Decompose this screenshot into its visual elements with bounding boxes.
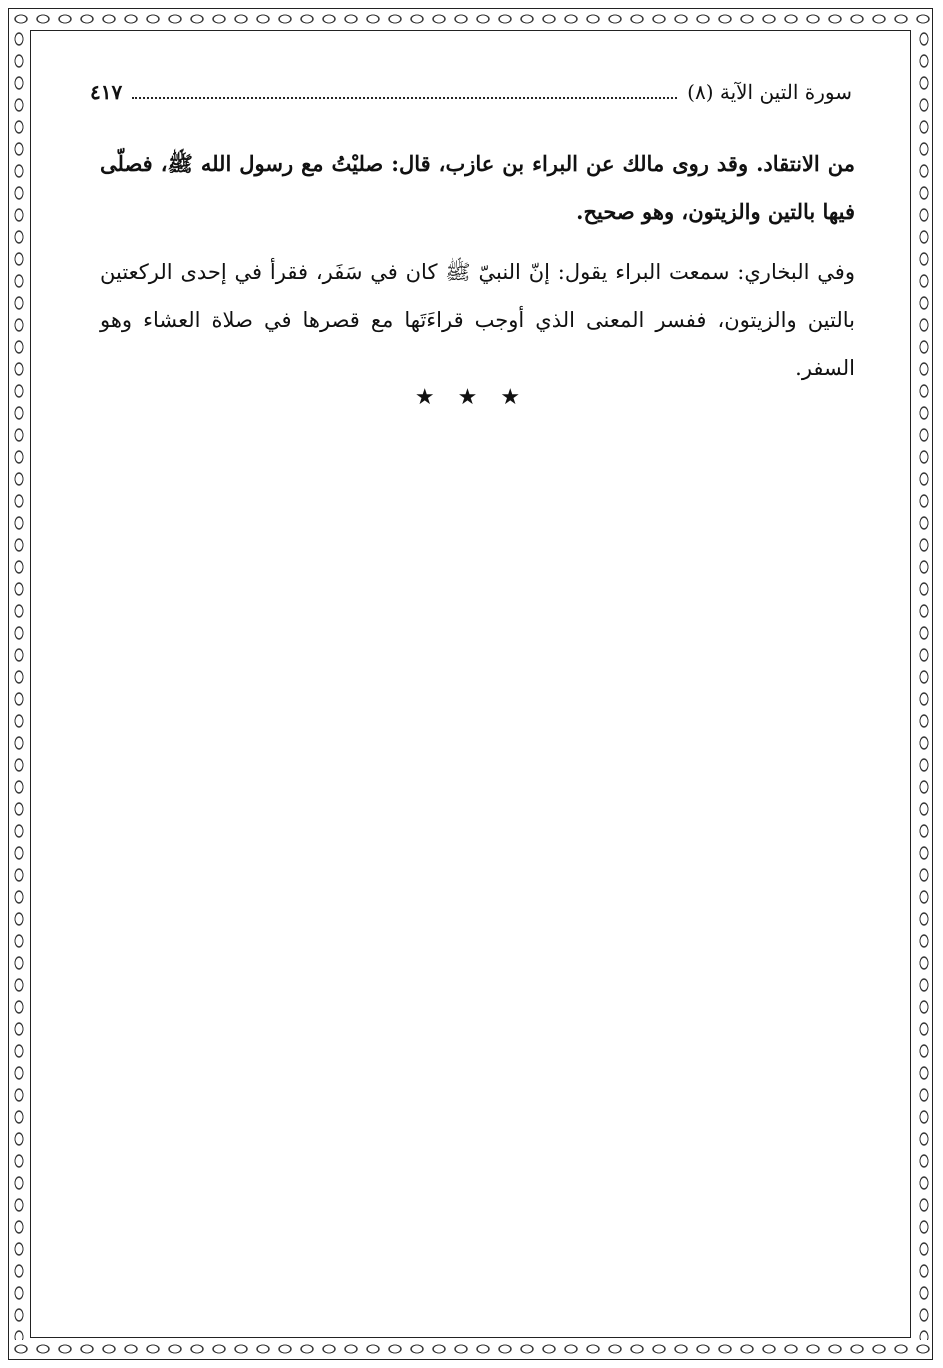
header-title: سورة التين الآية (٨) [687,80,852,104]
body-text [100,140,855,404]
section-separator-stars: ★ ★ ★ [414,385,529,410]
page-number: ٤١٧ [90,80,123,104]
paragraph-1: من الانتقاد. وقد روى مالك عن البراء بن عازب، قال: صليْتُ مع رسول الله ﷺ، فصلّى فيها بالتين والزيتون، وهو صحيح. [100,151,855,224]
paragraph-2: وفي البخاري: سمعت البراء يقول: إنّ النبيّ ﷺ كان في سَفَر، فقرأ في إحدى الركعتين بالتين والزيتون، ففسر المعنى الذي أوجب قراءَتَها مع قصرها في صلاة العشاء وهو السفر. [100,260,855,380]
header-dot-leader [132,97,677,99]
running-header [90,72,852,112]
